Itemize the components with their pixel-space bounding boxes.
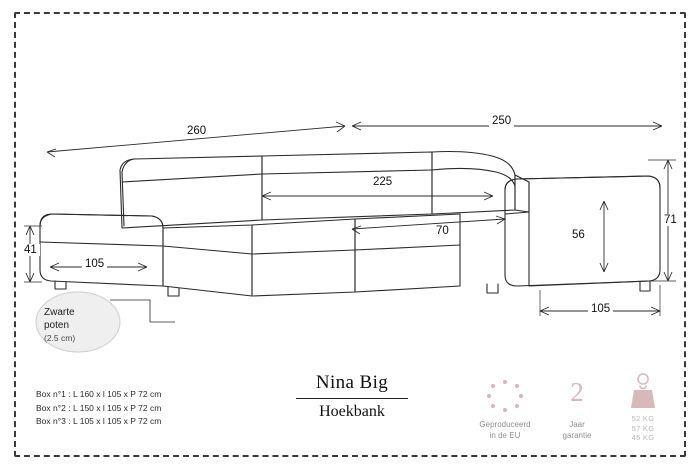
legs-line1: Zwarte xyxy=(44,307,75,318)
title-divider xyxy=(296,398,408,399)
badge-weight xyxy=(612,368,674,443)
legs-callout xyxy=(44,306,120,345)
badge-eu-line2: in de EU xyxy=(489,431,521,440)
badge-weight-line2: 57 KG xyxy=(631,423,655,433)
leg-chaise xyxy=(168,287,179,296)
right-seat-seam xyxy=(355,245,460,250)
arm-inner-panel xyxy=(515,175,529,212)
box-item-2: Box n°2 : L 150 x l 105 x P 72 cm xyxy=(36,402,162,413)
backrest-right xyxy=(262,152,432,220)
right-base-bottom xyxy=(529,281,649,286)
badge-weight-line1: 52 KG xyxy=(631,414,655,423)
dim-41: 41 xyxy=(21,244,40,256)
left-chaise-seam xyxy=(40,242,163,246)
dimline-70 xyxy=(352,219,505,229)
arrow-70-left xyxy=(352,226,361,234)
backrest-right-seam xyxy=(262,170,432,174)
leg-right-back xyxy=(640,281,650,291)
dim-56: 56 xyxy=(569,229,588,241)
chaise-seat-block xyxy=(163,225,252,296)
middle-seat-block xyxy=(252,219,355,296)
badge-eu xyxy=(468,368,542,441)
box-item-3: Box n°3 : L 105 x l 105 x P 72 cm xyxy=(36,416,162,426)
arrow-70-right xyxy=(496,216,505,224)
leg-left xyxy=(55,281,66,289)
badge-warranty xyxy=(552,368,602,441)
box-item-1: Box n°1 : L 160 x l 105 x P 72 cm xyxy=(36,389,162,399)
left-chaise-base xyxy=(40,214,163,286)
dim-105-left: 105 xyxy=(82,258,107,270)
backrest-left-seam xyxy=(122,174,262,182)
backrest-corner-seam xyxy=(432,168,515,186)
dim-250: 250 xyxy=(489,115,514,127)
badge-eu-line1: Geproduceerd xyxy=(479,420,531,429)
legs-size: (2.5 cm) xyxy=(44,333,76,343)
dim-71: 71 xyxy=(661,214,680,226)
product-name: Nina Big xyxy=(315,372,389,393)
leg-right-front xyxy=(487,284,498,293)
chaise-seat-seam xyxy=(163,246,252,254)
box-list xyxy=(36,388,161,429)
seat-top-line xyxy=(163,214,460,228)
legs-line2: poten xyxy=(44,320,70,331)
arrow-260-left xyxy=(47,149,56,157)
left-chaise-cushion-edge xyxy=(40,214,163,228)
dim-225: 225 xyxy=(370,176,395,188)
right-arm-top-roll xyxy=(505,176,660,190)
badge-weight-line3: 45 KG xyxy=(631,433,655,442)
dim-105-right: 105 xyxy=(588,303,613,315)
middle-seat-seam xyxy=(252,250,355,254)
badge-warranty-value: 2 xyxy=(570,377,584,407)
product-type: Hoekbank xyxy=(319,403,385,420)
product-title-block xyxy=(282,372,422,421)
backrest-left xyxy=(120,156,262,228)
badge-warranty-line2: garantie xyxy=(562,431,592,440)
badge-warranty-line1: Jaar xyxy=(569,420,585,429)
dim-70: 70 xyxy=(433,225,452,237)
dim-260: 260 xyxy=(184,125,209,137)
backrest-corner xyxy=(432,152,515,215)
right-arm-inner-seam xyxy=(505,212,529,214)
